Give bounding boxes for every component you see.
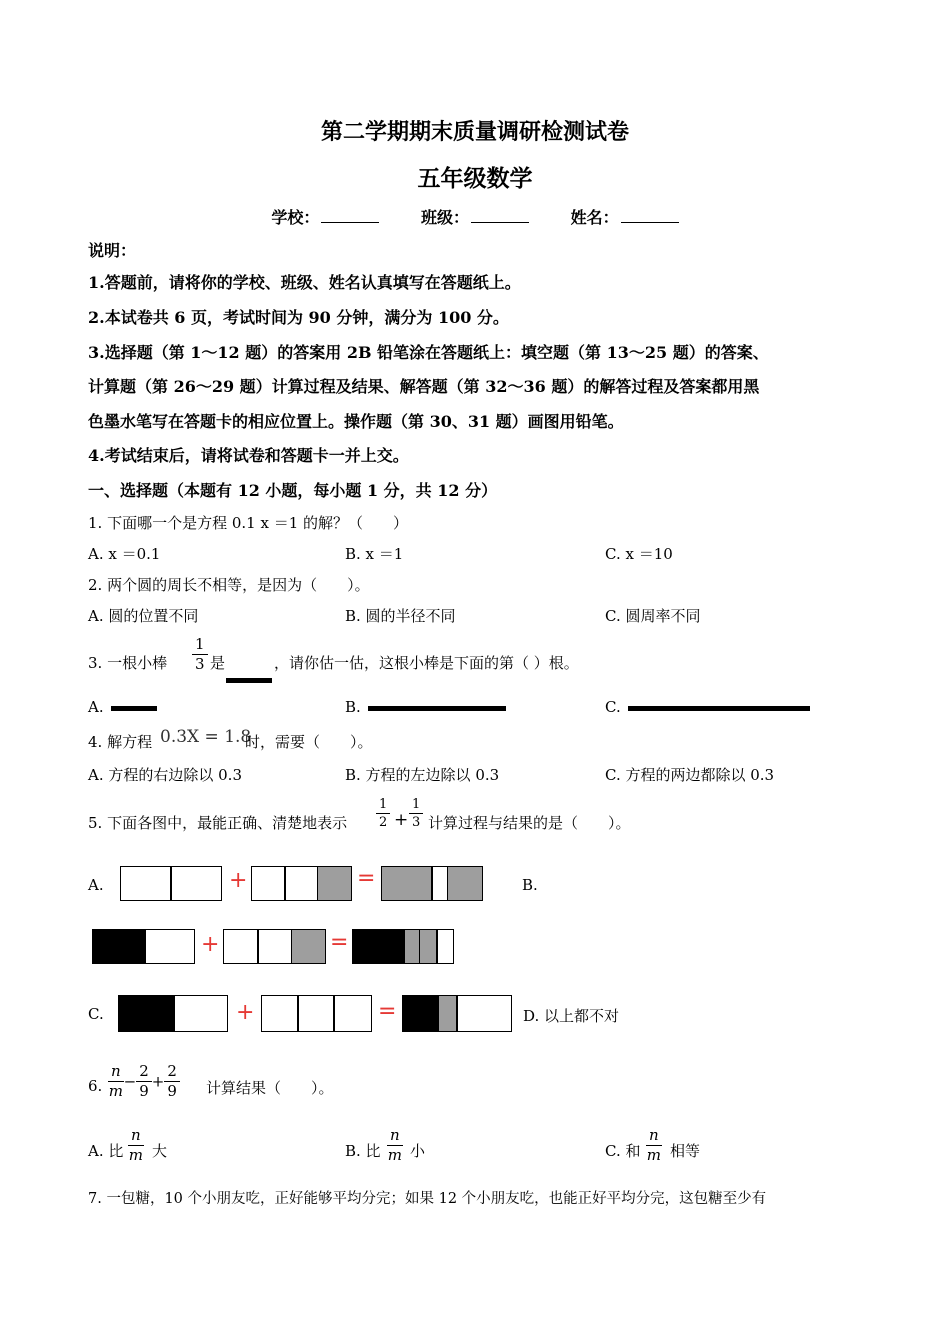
q5c-half-cell-black bbox=[118, 995, 175, 1032]
q4-option-c: C. 方程的两边都除以 0.3 bbox=[605, 766, 775, 784]
q6-option-b-prefix: B. 比 bbox=[345, 1142, 381, 1160]
q5b-plus-sign: + bbox=[201, 932, 220, 957]
q4-equation: 0.3X = 1.8 bbox=[160, 727, 252, 747]
q3-fraction: $\frac{1}{3}$ bbox=[192, 637, 208, 672]
q5a-half-cell bbox=[120, 866, 172, 901]
q4-option-a: A. 方程的右边除以 0.3 bbox=[88, 766, 242, 784]
q5a-equals-sign: = bbox=[357, 866, 376, 891]
q5-option-c: C. bbox=[88, 1005, 104, 1023]
q5-option-a: A. bbox=[88, 876, 104, 894]
q5a-third-cell-shaded bbox=[317, 866, 352, 901]
q3-option-a: A. bbox=[88, 698, 104, 716]
q5c-result-cell-shaded bbox=[438, 995, 458, 1032]
instruction-item: 2.本试卷共 6 页，考试时间为 90 分钟，满分为 100 分。 bbox=[88, 308, 509, 327]
q5c-half-cell bbox=[173, 995, 228, 1032]
q5b-third-cell bbox=[257, 929, 293, 964]
q6-option-c-prefix: C. 和 bbox=[605, 1142, 641, 1160]
q3-suffix: ，请你估一估，这根小棒是下面的第（ ）根。 bbox=[274, 654, 579, 672]
q6-option-c-fraction: $\frac{n}{m}$ bbox=[646, 1126, 661, 1164]
instruction-item: 色墨水笔写在答题卡的相应位置上。操作题（第 30、31 题）画图用铅笔。 bbox=[88, 412, 624, 431]
q6-option-c-suffix: 相等 bbox=[670, 1142, 701, 1160]
q6-option-a-suffix: 大 bbox=[152, 1142, 168, 1160]
q3-stick-a bbox=[111, 706, 157, 711]
q3-mid: 是 bbox=[210, 654, 226, 672]
q5c-result-cell bbox=[456, 995, 512, 1032]
instruction-item: 计算题（第 26～29 题）计算过程及结果、解答题（第 32～36 题）的解答过程及答案都用黑 bbox=[88, 377, 760, 396]
q5b-third-cell-shaded bbox=[291, 929, 326, 964]
q3-option-b: B. bbox=[345, 698, 361, 716]
page-title: 第二学期期末质量调研检测试卷 bbox=[320, 119, 629, 145]
q5a-half-cell bbox=[170, 866, 222, 901]
q5c-third-cell bbox=[333, 995, 372, 1032]
q5a-result-cell-shaded bbox=[381, 866, 433, 901]
section-heading: 一、选择题（本题有 12 小题，每小题 1 分，共 12 分） bbox=[88, 481, 498, 500]
q5a-plus-sign: + bbox=[229, 868, 248, 893]
q5c-plus-sign: + bbox=[236, 1000, 255, 1025]
q1-option-a: A. x ＝0.1 bbox=[88, 545, 161, 563]
q4-option-b: B. 方程的左边除以 0.3 bbox=[345, 766, 500, 784]
q2-option-b: B. 圆的半径不同 bbox=[345, 607, 456, 625]
q5c-result-cell-black bbox=[402, 995, 440, 1032]
q6-expression: $\frac{n}{m}$ − $\frac{2}{9}$ + $\frac{2}{9}$ bbox=[108, 1064, 180, 1099]
question-2: 2. 两个圆的周长不相等，是因为（ ）。 bbox=[88, 576, 370, 594]
q5b-equals-sign: = bbox=[330, 930, 349, 955]
q6-suffix: 计算结果（ ）。 bbox=[206, 1079, 334, 1097]
q5b-half-cell bbox=[144, 929, 195, 964]
q3-stick-c bbox=[628, 706, 810, 711]
question-1: 1. 下面哪一个是方程 0.1 x ＝1 的解？（ ） bbox=[88, 514, 409, 532]
q5b-third-cell bbox=[223, 929, 259, 964]
q5-plus: + bbox=[394, 810, 409, 830]
q5b-result-cell bbox=[436, 929, 454, 964]
q5a-third-cell bbox=[284, 866, 319, 901]
instruction-item: 3.选择题（第 1～12 题）的答案用 2B 铅笔涂在答题纸上：填空题（第 13～25 题）的答案、 bbox=[88, 343, 769, 362]
q5a-result-cell-shaded bbox=[447, 866, 483, 901]
instructions-heading: 说明： bbox=[88, 241, 137, 260]
page-subtitle: 五年级数学 bbox=[417, 165, 533, 192]
q6-option-b-fraction: $\frac{n}{m}$ bbox=[387, 1126, 402, 1164]
q6-option-a-prefix: A. 比 bbox=[88, 1142, 124, 1160]
q1-option-b: B. x ＝1 bbox=[345, 545, 404, 563]
q5-option-d: D. 以上都不对 bbox=[523, 1007, 620, 1025]
q6-option-b-suffix: 小 bbox=[410, 1142, 426, 1160]
question-4-prefix: 4. 解方程 bbox=[88, 733, 153, 751]
school-field: 学校： bbox=[271, 208, 379, 227]
q5-suffix: 计算过程与结果的是（ ）。 bbox=[428, 814, 631, 832]
name-field: 姓名： bbox=[571, 208, 679, 227]
q4-suffix: 时，需要（ ）。 bbox=[245, 733, 373, 751]
question-7: 7. 一包糖，10 个小朋友吃，正好能够平均分完；如果 12 个小朋友吃，也能正好平均分完，这包糖至少有 bbox=[88, 1191, 767, 1207]
q2-option-a: A. 圆的位置不同 bbox=[88, 607, 199, 625]
q5-option-b: B. bbox=[522, 876, 538, 894]
q5a-third-cell bbox=[251, 866, 286, 901]
q1-option-c: C. x ＝10 bbox=[605, 545, 673, 563]
question-5-prefix: 5. 下面各图中，最能正确、清楚地表示 bbox=[88, 814, 348, 832]
class-field: 班级： bbox=[421, 208, 529, 227]
student-info-row bbox=[0, 205, 950, 228]
q3-stick-b bbox=[368, 706, 506, 711]
q5c-third-cell bbox=[297, 995, 335, 1032]
q3-option-c: C. bbox=[605, 698, 621, 716]
q5-fraction-half: $\frac{1}{2}$ bbox=[376, 798, 390, 829]
question-6-prefix: 6. bbox=[88, 1077, 103, 1095]
question-3-prefix: 3. 一根小棒 bbox=[88, 654, 168, 672]
q5-fraction-third: $\frac{1}{3}$ bbox=[409, 798, 423, 829]
q5c-equals-sign: = bbox=[378, 999, 397, 1024]
instruction-item: 4.考试结束后，请将试卷和答题卡一并上交。 bbox=[88, 446, 409, 465]
instruction-item: 1.答题前，请将你的学校、班级、姓名认真填写在答题纸上。 bbox=[88, 273, 521, 292]
q6-option-a-fraction: $\frac{n}{m}$ bbox=[128, 1126, 143, 1164]
q5c-third-cell bbox=[261, 995, 299, 1032]
q5b-half-cell-black bbox=[92, 929, 146, 964]
q3-reference-stick bbox=[226, 678, 272, 683]
q5b-result-cell-black bbox=[352, 929, 406, 964]
q2-option-c: C. 圆周率不同 bbox=[605, 607, 701, 625]
